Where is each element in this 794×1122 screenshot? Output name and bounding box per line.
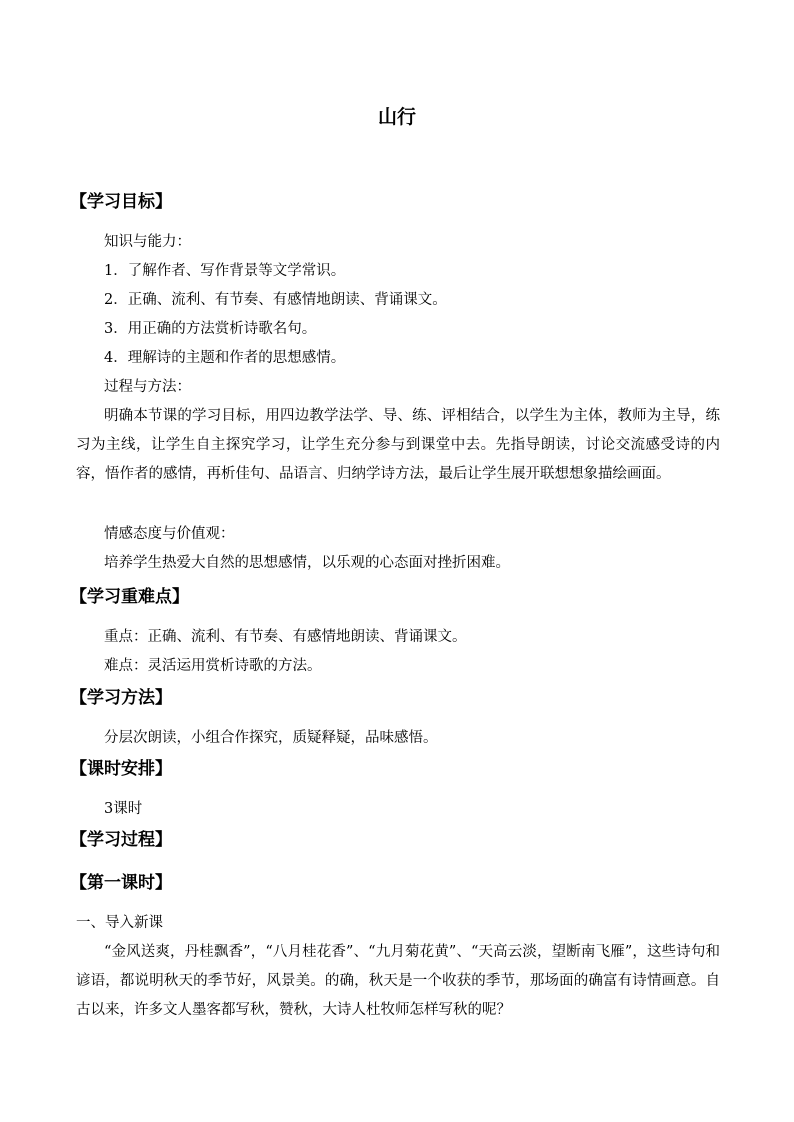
key-point-text: 重点：正确、流利、有节奏、有感情地朗读、背诵课文。 xyxy=(104,629,467,645)
intro-paragraph: “金风送爽，丹桂飘香”，“八月桂花香”、“九月菊花黄”、“天高云淡，望断南飞雁”，这些诗句和谚语，都说明秋天的季节好，风景美。的确，秋天是一个收获的季节，那场面的确富有诗情画意。自古以来，许多文人墨客都写秋，赞秋，大诗人杜牧师怎样写秋的呢？ xyxy=(76,944,720,1018)
heading-lesson-1: 【第一课时】 xyxy=(70,873,172,893)
heading-learning-process: 【学习过程】 xyxy=(70,830,172,850)
heading-schedule: 【课时安排】 xyxy=(70,759,172,779)
knowledge-item-2: 2．正确、流利、有节奏、有感情地朗读、背诵课文。 xyxy=(104,292,447,308)
step-intro-heading: 一、导入新课 xyxy=(76,915,163,931)
document-title: 山行 xyxy=(377,106,416,128)
process-paragraph: 明确本节课的学习目标，用四边教学法学、导、练、评相结合，以学生为主体，教师为主导，练习为主线，让学生自主探究学习，让学生充分参与到课堂中去。先指导朗读，讨论交流感受诗的内容，悟作者的感情，再析佳句、品语言、归纳学诗方法，最后让学生展开联想想象描绘画面。 xyxy=(76,408,720,482)
knowledge-item-3: 3．用正确的方法赏析诗歌名句。 xyxy=(104,321,317,337)
knowledge-label: 知识与能力： xyxy=(104,234,191,250)
heading-learning-method: 【学习方法】 xyxy=(70,688,172,708)
knowledge-item-4: 4．理解诗的主题和作者的思想感情。 xyxy=(104,350,346,366)
heading-key-points: 【学习重难点】 xyxy=(70,587,189,607)
emotion-label: 情感态度与价值观： xyxy=(104,526,235,542)
process-label: 过程与方法： xyxy=(104,379,191,395)
emotion-paragraph: 培养学生热爱大自然的思想感情，以乐观的心态面对挫折困难。 xyxy=(104,555,510,571)
difficult-point-text: 难点：灵活运用赏析诗歌的方法。 xyxy=(104,658,322,674)
learning-method-text: 分层次朗读，小组合作探究，质疑释疑，品味感悟。 xyxy=(104,730,438,746)
schedule-text: 3课时 xyxy=(104,801,143,817)
knowledge-item-1: 1．了解作者、写作背景等文学常识。 xyxy=(104,263,346,279)
heading-learning-goals: 【学习目标】 xyxy=(70,192,172,212)
